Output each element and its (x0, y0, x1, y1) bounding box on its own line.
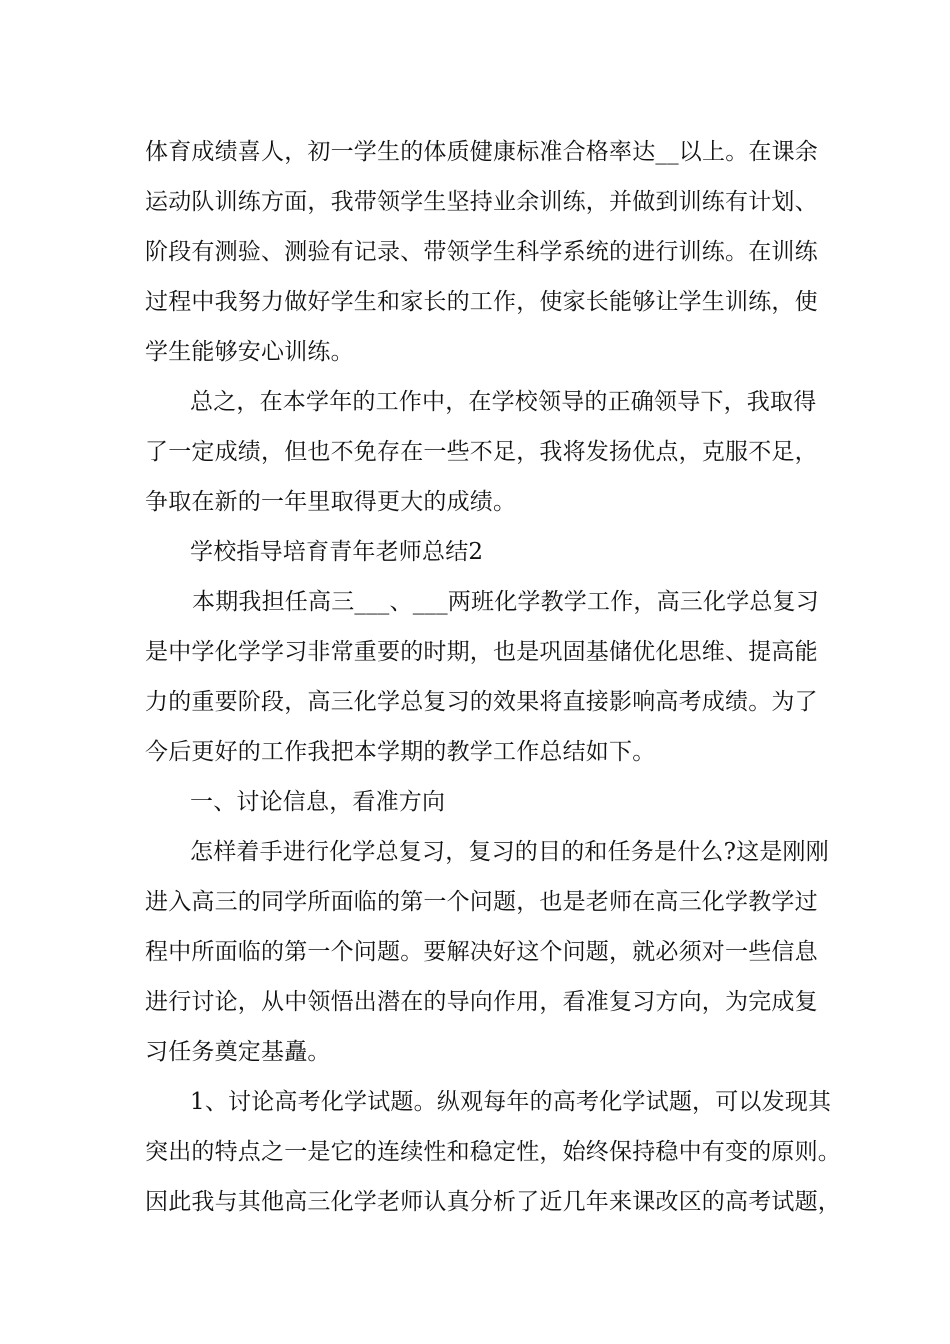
text-line: 体育成绩喜人，初一学生的体质健康标准合格率达__以上。在课余 (145, 139, 818, 165)
text-line: 过程中我努力做好学生和家长的工作，使家长能够让学生训练，使 (145, 289, 818, 315)
text-line: 进行讨论，从中领悟出潜在的导向作用，看准复习方向，为完成复 (145, 989, 818, 1015)
section-title: 学校指导培育青年老师总结2 (190, 539, 484, 565)
text-line: 运动队训练方面，我带领学生坚持业余训练，并做到训练有计划、 (145, 189, 818, 215)
text-line: 学生能够安心训练。 (145, 339, 354, 365)
text-line: 今后更好的工作我把本学期的教学工作总结如下。 (145, 739, 656, 765)
subsection-heading: 一、讨论信息，看准方向 (190, 789, 446, 815)
text-line: 阶段有测验、测验有记录、带领学生科学系统的进行训练。在训练 (145, 239, 818, 265)
paragraph-start-line: 总之，在本学年的工作中，在学校领导的正确领导下，我取得 (190, 389, 817, 415)
text-line: 突出的特点之一是它的连续性和稳定性，始终保持稳中有变的原则。 (145, 1139, 841, 1165)
text-line: 因此我与其他高三化学老师认真分析了近几年来课改区的高考试题， (145, 1189, 841, 1215)
text-line: 争取在新的一年里取得更大的成绩。 (145, 489, 517, 515)
paragraph-start-line: 怎样着手进行化学总复习，复习的目的和任务是什么?这是刚刚 (190, 839, 829, 865)
text-line: 是中学化学学习非常重要的时期，也是巩固基储优化思维、提高能 (145, 639, 818, 665)
text-line: 力的重要阶段，高三化学总复习的效果将直接影响高考成绩。为了 (145, 689, 818, 715)
text-line: 进入高三的同学所面临的第一个问题，也是老师在高三化学教学过 (145, 889, 818, 915)
text-line: 了一定成绩，但也不免存在一些不足，我将发扬优点，克服不足， (145, 439, 818, 465)
paragraph-start-line: 1、讨论高考化学试题。纵观每年的高考化学试题，可以发现其 (190, 1089, 832, 1115)
text-line: 程中所面临的第一个问题。要解决好这个问题，就必须对一些信息 (145, 939, 818, 965)
text-line: 习任务奠定基矗。 (145, 1039, 331, 1065)
paragraph-start-line: 本期我担任高三___、___两班化学教学工作，高三化学总复习 (192, 589, 819, 615)
